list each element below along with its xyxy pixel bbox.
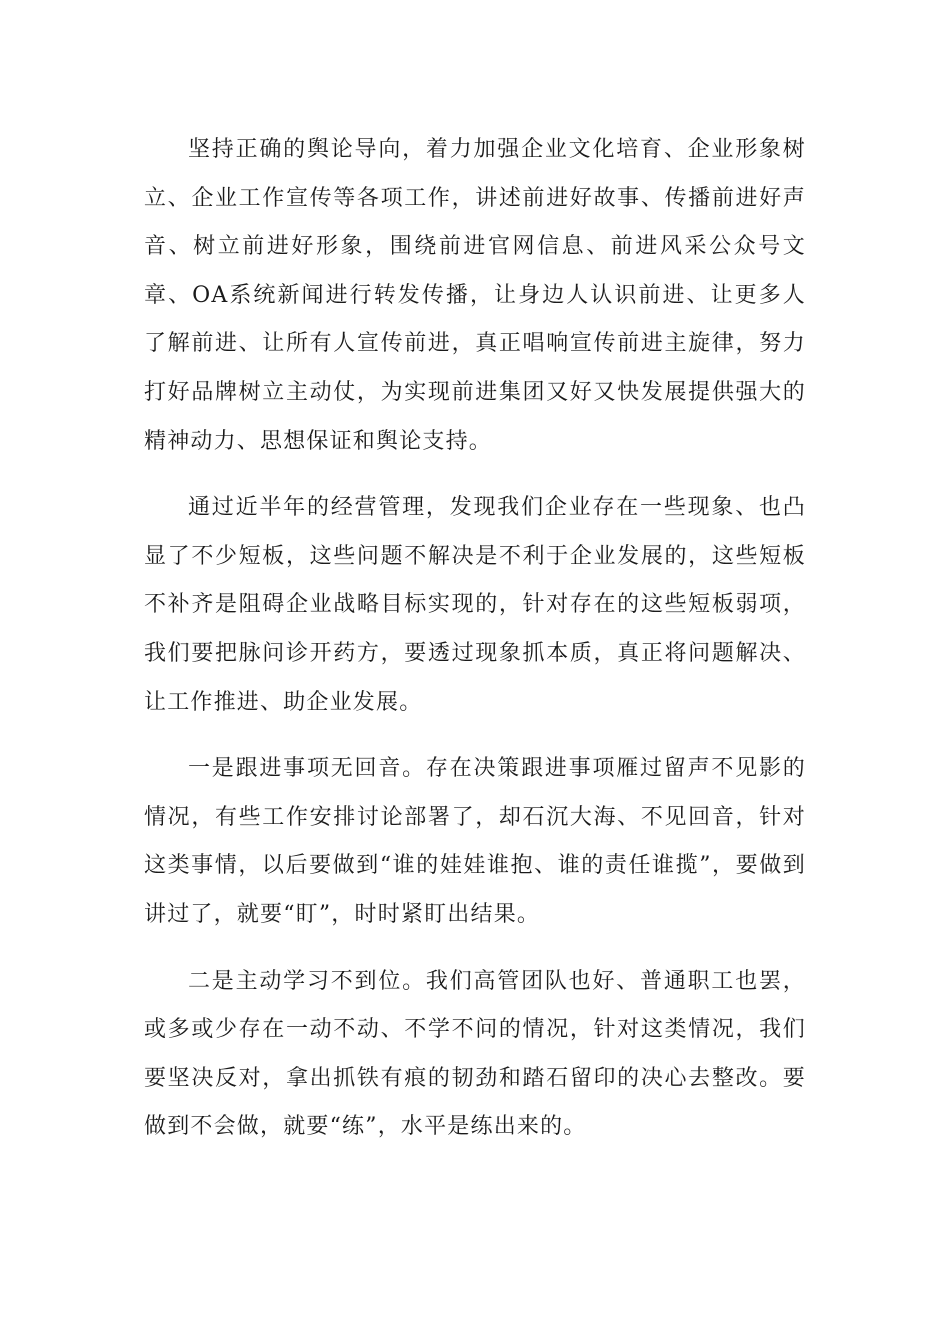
document-body [144, 126, 806, 1170]
paragraph-issue-one: 一是跟进事项无回音。存在决策跟进事项雁过留声不见影的情况，有些工作安排讨论部署了，却石沉大海、不见回音，针对这类事情，以后要做到“谁的娃娃谁抱、谁的责任谁揽”，要做到讲过了，就要“盯”，时时紧盯出结果。 [144, 756, 806, 927]
paragraph-issue-two: 二是主动学习不到位。我们高管团队也好、普通职工也罢，或多或少存在一动不动、不学不问的情况，针对这类情况，我们要坚决反对，拿出抓铁有痕的韧劲和踏石留印的决心去整改。要做到不会做，就要“练”，水平是练出来的。 [144, 968, 806, 1140]
paragraph-public-opinion: 坚持正确的舆论导向，着力加强企业文化培育、企业形象树立、企业工作宣传等各项工作，讲述前进好故事、传播前进好声音、树立前进好形象，围绕前进官网信息、前进风采公众号文章、OA系统新闻进行转发传播，让身边人认识前进、让更多人了解前进、让所有人宣传前进，真正唱响宣传前进主旋律，努力打好品牌树立主动仗，为实现前进集团又好又快发展提供强大的精神动力、思想保证和舆论支持。 [144, 137, 806, 454]
paragraph-management-review: 通过近半年的经营管理，发现我们企业存在一些现象、也凸显了不少短板，这些问题不解决是不利于企业发展的，这些短板不补齐是阻碍企业战略目标实现的，针对存在的这些短板弱项，我们要把脉问诊开药方，要透过现象抓本质，真正将问题解决、让工作推进、助企业发展。 [144, 495, 806, 715]
